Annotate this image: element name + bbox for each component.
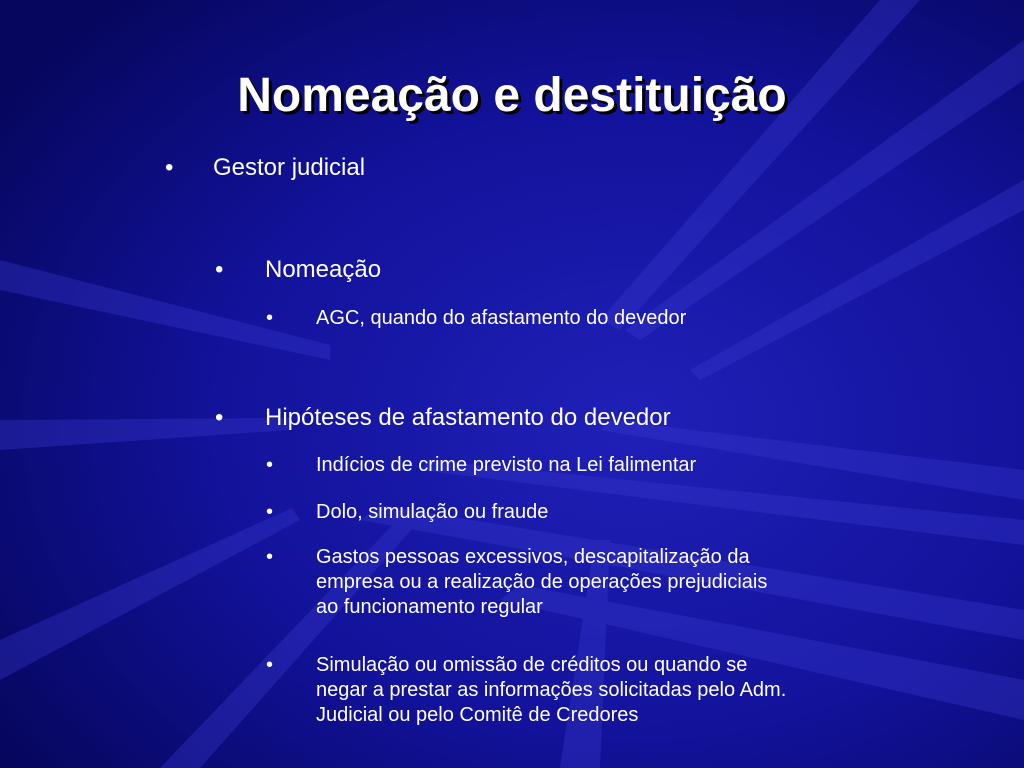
bullet-text: Hipóteses de afastamento do devedor (265, 404, 671, 431)
bullet-text-line: empresa ou a realização de operações prejudiciais (316, 571, 768, 593)
bullet-item (165, 154, 366, 182)
bullet-text: Nomeação (265, 256, 382, 283)
bullet-glyph: • (266, 546, 274, 568)
bullet-glyph: • (266, 654, 274, 676)
bullet-item (215, 404, 671, 432)
bullet-item (266, 545, 768, 620)
bullet-glyph: • (266, 501, 274, 523)
bullet-text-line: ao funcionamento regular (316, 596, 543, 618)
bullet-glyph: • (215, 256, 224, 283)
bullet-text: Dolo, simulação ou fraude (316, 501, 549, 523)
bullet-text-line: Simulação ou omissão de créditos ou quando se (316, 654, 748, 676)
bullet-item (266, 500, 549, 525)
bullet-glyph: • (266, 454, 274, 476)
bullet-item (266, 453, 697, 478)
bullet-item (215, 256, 382, 284)
bullet-text: AGC, quando do afastamento do devedor (316, 307, 687, 329)
bullet-text-line: Judicial ou pelo Comitê de Credores (316, 704, 639, 726)
bullet-text: Indícios de crime previsto na Lei falimentar (316, 454, 697, 476)
bullet-glyph: • (266, 307, 274, 329)
bullet-glyph: • (165, 154, 174, 181)
slide-title: Nomeação e destituição (237, 69, 787, 122)
bullet-item (266, 653, 787, 728)
bullet-text-line: Gastos pessoas excessivos, descapitalização da (316, 546, 750, 568)
bullet-text-line: negar a prestar as informações solicitadas pelo Adm. (316, 679, 787, 701)
bullet-glyph: • (215, 404, 224, 431)
bullet-text: Gestor judicial (213, 154, 366, 181)
bullet-item (266, 306, 687, 331)
